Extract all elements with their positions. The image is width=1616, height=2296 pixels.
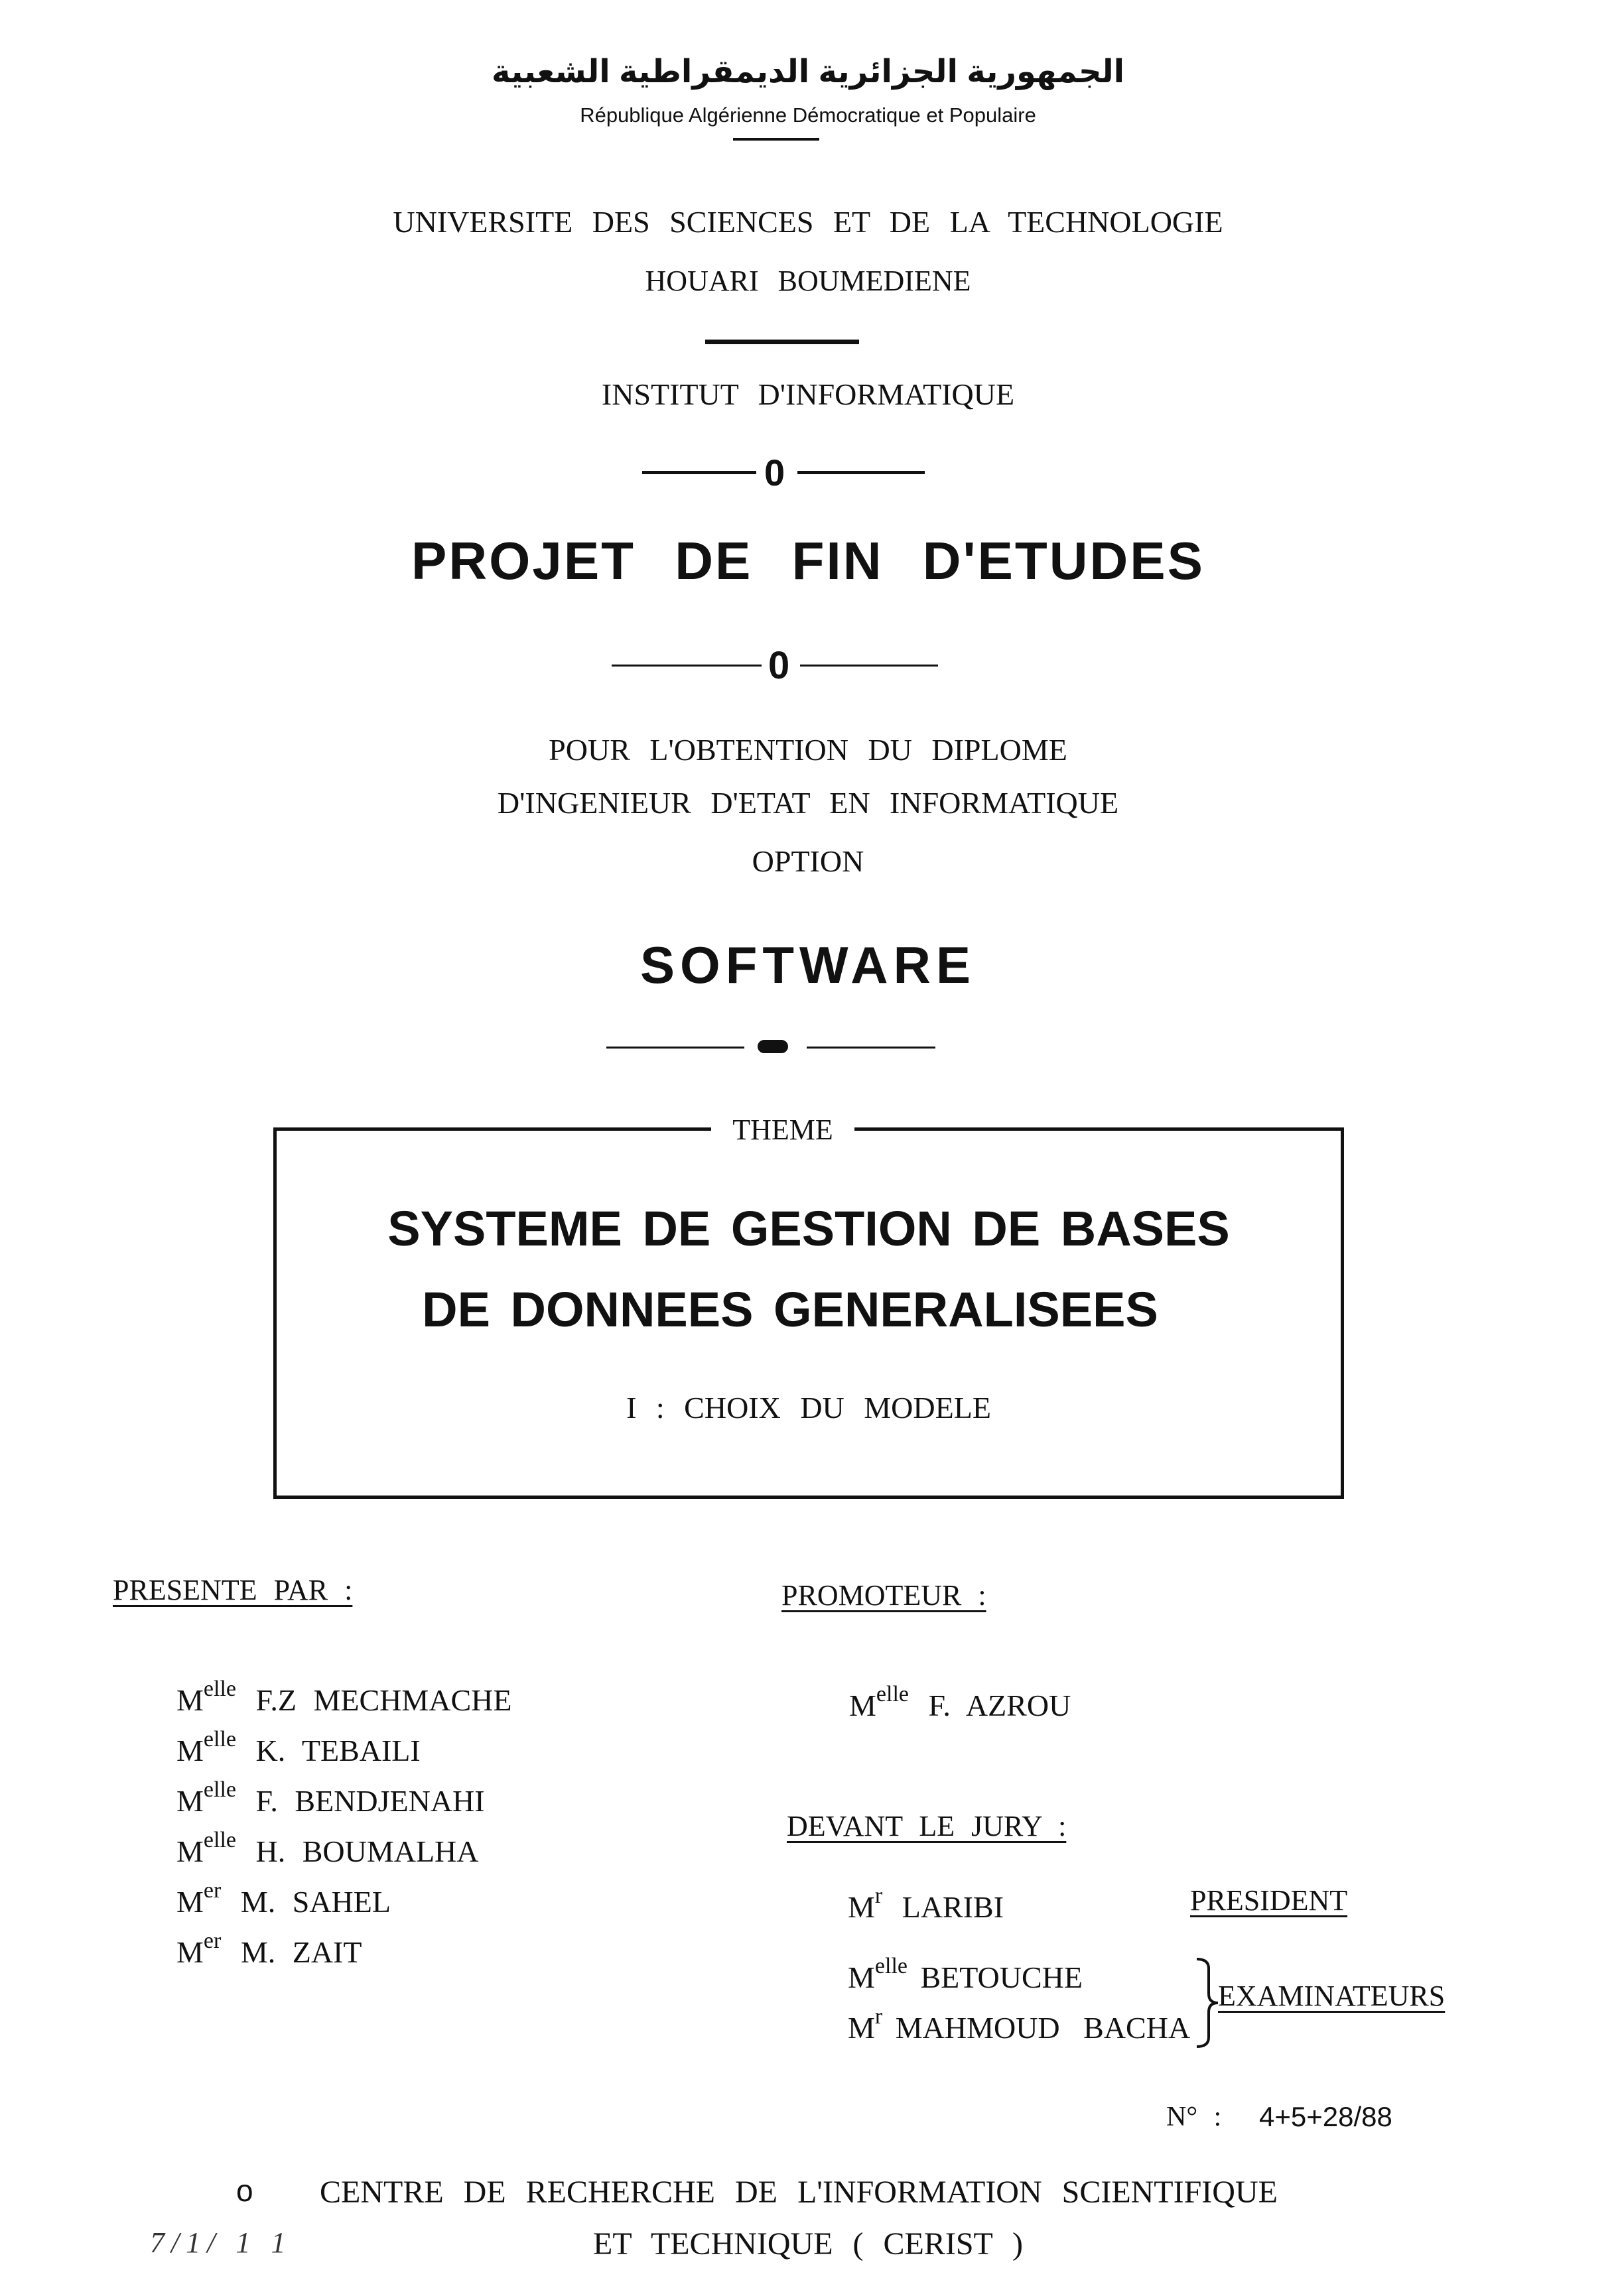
theme-title-line-1: SYSTEME DE GESTION DE BASES: [387, 1201, 1230, 1256]
university-divider: [705, 340, 859, 344]
jury-president-title-sup: r: [874, 1883, 883, 1908]
jury-examiner-title-sup: r: [874, 2004, 883, 2029]
theme-box-bottom: [273, 1496, 1344, 1499]
footer-line-1: CENTRE DE RECHERCHE DE L'INFORMATION SCIENTIFIQUE: [320, 2175, 1278, 2210]
institute-name: INSTITUT D'INFORMATIQUE: [601, 377, 1015, 411]
theme-box-top-left-corner: [273, 1127, 296, 1131]
promoter-title-sup: elle: [876, 1682, 909, 1706]
presenter-name: K. TEBAILI: [255, 1734, 421, 1767]
presenter-title-sup: elle: [203, 1677, 236, 1701]
arabic-title: الجمهورية الجزائرية الديمقراطية الشعبية: [491, 54, 1125, 90]
ornament2-right-line: [800, 665, 938, 667]
presenter-title: M: [176, 1683, 204, 1717]
option-value: SOFTWARE: [640, 936, 976, 994]
jury-examiner-title: M: [848, 1960, 875, 1994]
promoter-title: M: [849, 1689, 876, 1722]
reference-number: 4+5+28/88: [1259, 2101, 1392, 2132]
ornament3-right-line: [807, 1047, 935, 1049]
theme-title-line-2: DE DONNEES GENERALISEES: [422, 1282, 1158, 1337]
presenter-title: M: [176, 1734, 204, 1767]
jury-examiner-1: [848, 1954, 1083, 1995]
ornament3-link-icon: [758, 1040, 788, 1053]
header-divider: [733, 138, 819, 141]
presenter-name: H. BOUMALHA: [255, 1834, 479, 1868]
jury-president-title: M: [848, 1890, 875, 1924]
promoter-heading: PROMOTEUR :: [781, 1579, 986, 1612]
presenter-title-sup: elle: [203, 1828, 236, 1852]
ornament-left-line: [642, 471, 756, 474]
jury-examiner-title: M: [848, 2011, 875, 2045]
promoter-name: F. AZROU: [928, 1689, 1071, 1722]
presenter-name: M. ZAIT: [240, 1935, 362, 1969]
footer-handwriting: 7/1/ 1 1: [150, 2226, 293, 2259]
theme-box-top-right: [854, 1127, 1344, 1131]
jury-examiner-title-sup: elle: [874, 1954, 908, 1978]
presenter-title-sup: er: [203, 1878, 222, 1903]
jury-president: [848, 1883, 1004, 1925]
presenter-name: F. BENDJENAHI: [255, 1784, 485, 1818]
footer-bullet: o: [236, 2173, 253, 2208]
presenter-3: [176, 1777, 485, 1818]
jury-heading: DEVANT LE JURY :: [787, 1810, 1067, 1842]
option-label: OPTION: [752, 844, 864, 878]
presenter-1: [176, 1677, 512, 1718]
theme-box-top-left: [273, 1127, 711, 1131]
presenter-title: M: [176, 1885, 204, 1919]
ornament2-left-line: [612, 665, 762, 667]
presenter-6: [176, 1929, 362, 1970]
presenter-title-sup: elle: [203, 1777, 236, 1802]
presenter-title: M: [176, 1784, 204, 1818]
presenter-name: M. SAHEL: [240, 1885, 391, 1919]
presenter-2: [176, 1727, 421, 1768]
presenter-name: F.Z MECHMACHE: [255, 1683, 512, 1717]
jury-examiner-name: MAHMOUD BACHA: [895, 2011, 1191, 2045]
presenter-title: M: [176, 1834, 204, 1868]
jury-examiner-2: [848, 2004, 1190, 2045]
theme-box-right: [1341, 1127, 1344, 1499]
university-subname: HOUARI BOUMEDIENE: [645, 265, 971, 297]
presenter-title-sup: elle: [203, 1727, 236, 1752]
jury-president-name: LARIBI: [902, 1890, 1004, 1924]
theme-subtitle: I : CHOIX DU MODELE: [626, 1391, 991, 1425]
presenter-title-sup: er: [203, 1929, 222, 1953]
purpose-line-1: POUR L'OBTENTION DU DIPLOME: [549, 733, 1067, 767]
ornament3-left-line: [606, 1047, 744, 1049]
jury-examiner-name: BETOUCHE: [920, 1960, 1083, 1994]
purpose-line-2: D'INGENIEUR D'ETAT EN INFORMATIQUE: [497, 786, 1119, 820]
ornament2-zero-icon: 0: [768, 644, 790, 687]
presenter-title: M: [176, 1935, 204, 1969]
jury-president-role: PRESIDENT: [1190, 1884, 1348, 1917]
footer-line-2: ET TECHNIQUE ( CERIST ): [593, 2226, 1023, 2262]
project-title: PROJET DE FIN D'ETUDES: [411, 531, 1205, 590]
university-name: UNIVERSITE DES SCIENCES ET DE LA TECHNOLOGIE: [393, 205, 1223, 239]
jury-examiners-role: EXAMINATEURS: [1218, 1980, 1446, 2012]
presenter-5: [176, 1878, 391, 1919]
theme-label: THEME: [732, 1114, 833, 1146]
ornament-zero-icon: 0: [764, 452, 785, 493]
reference-label: N° :: [1166, 2102, 1222, 2132]
presenter-4: [176, 1828, 478, 1869]
presented-by-heading: PRESENTE PAR :: [113, 1574, 353, 1606]
ornament-right-line: [797, 471, 925, 474]
promoter-person: [849, 1682, 1071, 1723]
examiners-brace-icon: [1194, 1956, 1221, 2049]
republic-line: République Algérienne Démocratique et Populaire: [580, 103, 1036, 127]
